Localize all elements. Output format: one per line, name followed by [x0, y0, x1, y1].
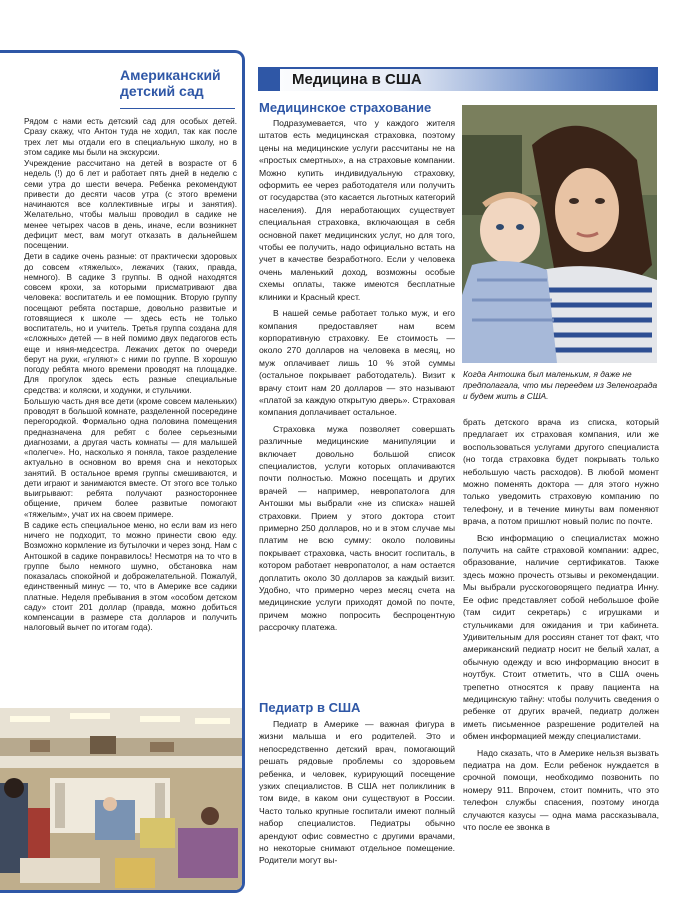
sidebar-paragraph: Учреждение рассчитано на детей в возрасте от 6 недель (!) до 6 лет и работает пять дней в неделю с семи утра до шести вечера. Ребенка рекомендуют привести до десяти часов утра (с этого времени начинаются все коллективные игры и занятия). Желательно, чтобы малыш проводил в садике не менее четырех часов в день, иначе, если возникнет дефицит мест, вам могут отказать в дальнейшем посещении. — [24, 159, 237, 250]
photo-caption: Когда Антошка был маленьким, я даже не предполагала, что мы переедем из Зеленограда и будем жить в США. — [463, 369, 658, 401]
page-title: Медицина в США — [292, 71, 422, 88]
insurance-article — [259, 117, 455, 697]
sidebar-paragraph: Большую часть дня все дети (кроме совсем маленьких) проводят в большой комнате, разделенной посередине перегородкой. Формально одна половина помещения предназначена для ребят с более серьезными диагнозами, а другая часть комнаты — для малышей «полегче». Но, насколько я поняла, такое разделение актуально в основном во время сна и некоторых занятий. В остальное время группы смешиваются, и дети играют и занимаются вместе. От этого все только выигрывают: ребята получают разностороннее общение, причем более развитые помогают «тяжелым», учат их на своем примере. — [24, 396, 237, 519]
article-paragraph: Страховка мужа позволяет совершать различные медицинские манипуляции и включает довольно большой список специалистов, услуги которых оплачиваются почти полностью. Можно посещать и других врачей — например, невропатолога для Антошки мы выбрали «не из списка» нашей страховки. Прием у этого доктора стоит примерно 250 долларов, но и в этом случае мы платим не всю сумму: около половины покрывает страховка, часть вносит госпиталь, в котором работает невропатолог, а нам остается доплатить около 30 долларов за каждый визит. Удобно, что примерно через месяц счета на медицинские услуги приходят домой по почте, причем можно попросить беспроцентную рассрочку платежа. — [259, 423, 455, 633]
sidebar-box — [0, 50, 245, 893]
article-paragraph: В нашей семье работает только муж, и его компания предоставляет нам всем корпоративную страховку. Ее стоимость — около 270 долларов на человека в месяц, но муж оплачивает лишь 10 % этой суммы (остальное покрывает работодатель). Визит к врачу стоит нам 20 долларов — это называют «платой за каждую открытую дверь». Страховая компания доплачивает остальное. — [259, 308, 455, 418]
article-paragraph: Надо сказать, что в Америке нельзя вызвать педиатра на дом. Если ребенок нуждается в срочной помощи, необходимо позвонить по номеру 911. Впрочем, стоит помнить, что это телефон службы спасения, поэтому иногда случаются казусы — одна мама рассказывала, что после ее звонка в — [463, 747, 659, 832]
article-paragraph: Всю информацию о специалистах можно получить на сайте страховой компании: адрес, образование, наличие сертификатов. Также здесь можно прочесть отзывы и рекомендации. Мы выбрали русскоговорящего педиатра Инну. Ее офис представляет собой небольшое фойе (там сидит секретарь) с игрушками и стульчиками для ожидания и три кабинета. Удивительным для россиян станет тот факт, что американский педиатр носит не белый халат, а обычную одежду и всю информацию вносит в ноутбук. Стоит отметить, что в США очень трепетно относятся к праву пациента на медицинскую тайну: чтобы получить сведения о ребенке от других врачей, педиатр должен иметь письменное разрешение родителей на обмен информацией между специалистами. — [463, 532, 659, 742]
sidebar-title-rule — [120, 108, 235, 109]
mother-child-photo — [462, 105, 657, 363]
article-paragraph: Подразумевается, что у каждого жителя штатов есть медицинская страховка, поэтому цены на медицинские услуги рассчитаны не на «простых смертных», а на страховые компании. Можно купить индивидуальную страховку, оформить ее через работодателя или получить от государства (это касается льготных категорий населения). Для неработающих существует специальная страховка, включающая в себя основной пакет медицинских услуг, но для того, чтобы ее получить, надо официально встать на учет в качестве безработного. Если у человека очень маленький доход, возможны особые схемы оплаты, также имеются бесплатные клиники и Красный крест. — [259, 118, 455, 302]
article-paragraph: Педиатр в Америке — важная фигура в жизни малыша и его родителей. Это и непосредственно детский врач, помогающий решать рядовые проблемы со здоровьем ребенка, и человек, курирующий посещение узких специалистов. В США нет поликлиник в том виде, в каком они существуют в России. Часто только крупные госпитали имеют полный набор специалистов. Педиатры обычно арендуют офис совместно с другими врачами, но некоторые снимают отдельное помещение. Родители могут вы- — [259, 719, 455, 866]
sidebar-paragraph: Рядом с нами есть детский сад для особых детей. Сразу скажу, что Антон туда не ходил, так как после трех лет мы отдали его в специальную школу, но в этом садике мы были на экскурсии. — [24, 117, 237, 157]
section-heading-pediatrician: Педиатр в США — [259, 700, 361, 715]
pediatrician-article-continued — [463, 416, 659, 894]
sidebar-article — [24, 117, 237, 689]
section-heading-insurance: Медицинское страхование — [259, 100, 432, 115]
section-header-bar — [258, 67, 658, 91]
pediatrician-article — [259, 718, 455, 893]
kindergarten-photo — [0, 708, 242, 893]
sidebar-paragraph: В садике есть специальное меню, но если вам из него ничего не подходит, то можно принести свою еду. Возможно кормление из бутылочки и через зонд. Нам с Антошкой в садике понравилось! Несмотря на то что в группе было немного шумно, обстановка нам показалась спокойной и доброжелательной. Пожалуй, единственный минус — то, что в Америке все садики платные. Неделя пребывания в этом «особом детском саду» стоит 201 доллар (правда, можно добиться компенсации в размере ста долларов и получить налоговый вычет по итогам года). — [24, 520, 237, 633]
sidebar-title: Американский детский сад — [120, 67, 221, 99]
header-notch — [258, 69, 280, 91]
article-paragraph: брать детского врача из списка, который предлагает их страховая компания, или же воспользоваться услугами другого специалиста (но тогда страховка будет покрывать только небольшую часть расходов). В любой момент можно поменять доктора — для этого нужно только уведомить страховую компанию по телефону, и в течение минуты вам поменяют врача, а потом пришлют новый полис по почте. — [463, 417, 659, 527]
page-top-strip — [0, 0, 700, 26]
sidebar-paragraph: Дети в садике очень разные: от практически здоровых до совсем «тяжелых», лежачих (таких, правда, немного). В садике 3 группы. В одной находятся совсем крохи, за которыми присматривают два человека: воспитатель и ее помощник. Вторую группу посещают ребята постарше, довольно развитые и готовящиеся к школе — здесь есть не только воспитатель, но и учитель. Третья группа создана для «сложных» детей — в ней помимо двух педагогов есть еще и няня-медсестра. Лежачих деток по очереди берут на руки, «гуляют» с ними по группе. В хорошую погоду ребята много времени проводят на площадке. Для прогулок здесь есть разные специальные средства: и коляски, и ходунки, и стульчики. — [24, 252, 237, 395]
